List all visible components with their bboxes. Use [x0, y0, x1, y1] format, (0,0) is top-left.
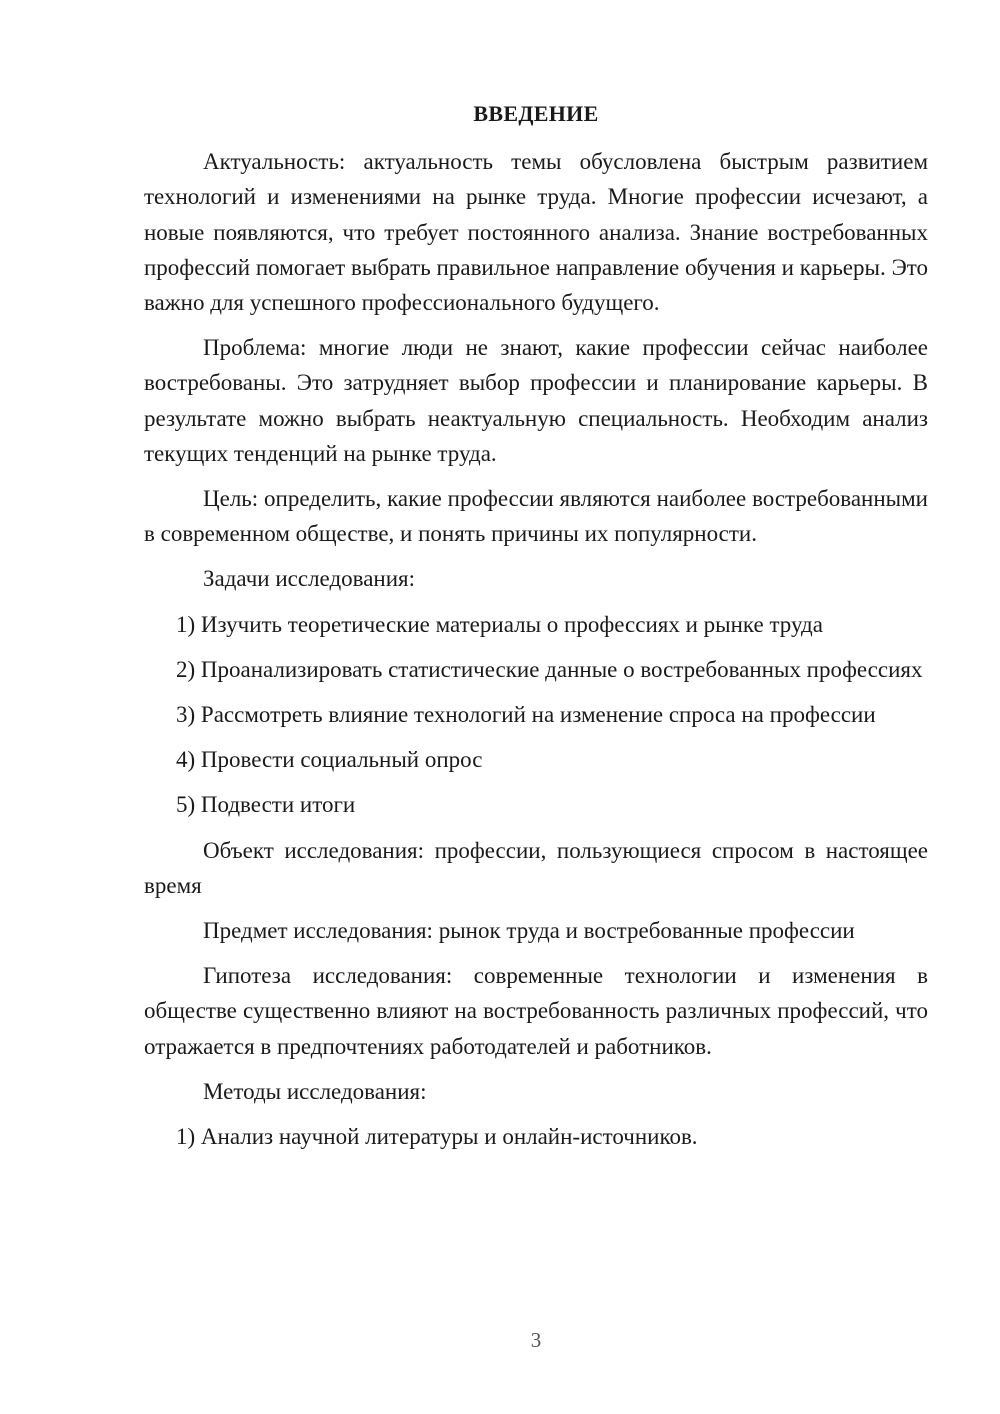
problem-paragraph: Проблема: многие люди не знают, какие профессии сейчас наиболее востребованы. Это затрудняет выбор профессии и планирование карьеры. В результате можно выбрать неактуальную специальность. Необходим анализ текущих тенденций на рынке труда.: [144, 335, 928, 466]
subject-paragraph: Предмет исследования: рынок труда и востребованные профессии: [203, 918, 855, 944]
task-item-3: 3) Рассмотреть влияние технологий на изменение спроса на профессии: [176, 702, 876, 728]
tasks-heading: Задачи исследования:: [203, 566, 416, 592]
section-title: ВВЕДЕНИЕ: [473, 101, 599, 126]
task-item-5: 5) Подвести итоги: [176, 792, 356, 818]
object-paragraph: Объект исследования: профессии, пользующиеся спросом в настоящее время: [144, 837, 928, 898]
goal-paragraph: Цель: определить, какие профессии являются наиболее востребованными в современном обществе, и понять причины их популярности.: [144, 486, 928, 547]
page-number: 3: [530, 1328, 542, 1352]
task-item-2: 2) Проанализировать статистические данные о востребованных профессиях: [176, 656, 923, 682]
method-item-1: 1) Анализ научной литературы и онлайн-источников.: [176, 1124, 698, 1150]
task-item-4: 4) Провести социальный опрос: [176, 747, 483, 773]
relevance-paragraph: Актуальность: актуальность темы обусловлена быстрым развитием технологий и изменениями на рынке труда. Многие профессии исчезают, а новые появляются, что требует постоянного анализа. Знание востребованных профессий помогает выбрать правильное направление обучения и карьеры. Это важно для успешного профессионального будущего.: [144, 149, 928, 316]
task-item-1: 1) Изучить теоретические материалы о профессиях и рынке труда: [176, 611, 823, 637]
hypothesis-paragraph: Гипотеза исследования: современные технологии и изменения в обществе существенно влияют на востребованность различных профессий, что отражается в предпочтениях работодателей и работников.: [144, 963, 928, 1059]
methods-heading: Методы исследования:: [203, 1078, 427, 1104]
page-content: [144, 96, 928, 1164]
